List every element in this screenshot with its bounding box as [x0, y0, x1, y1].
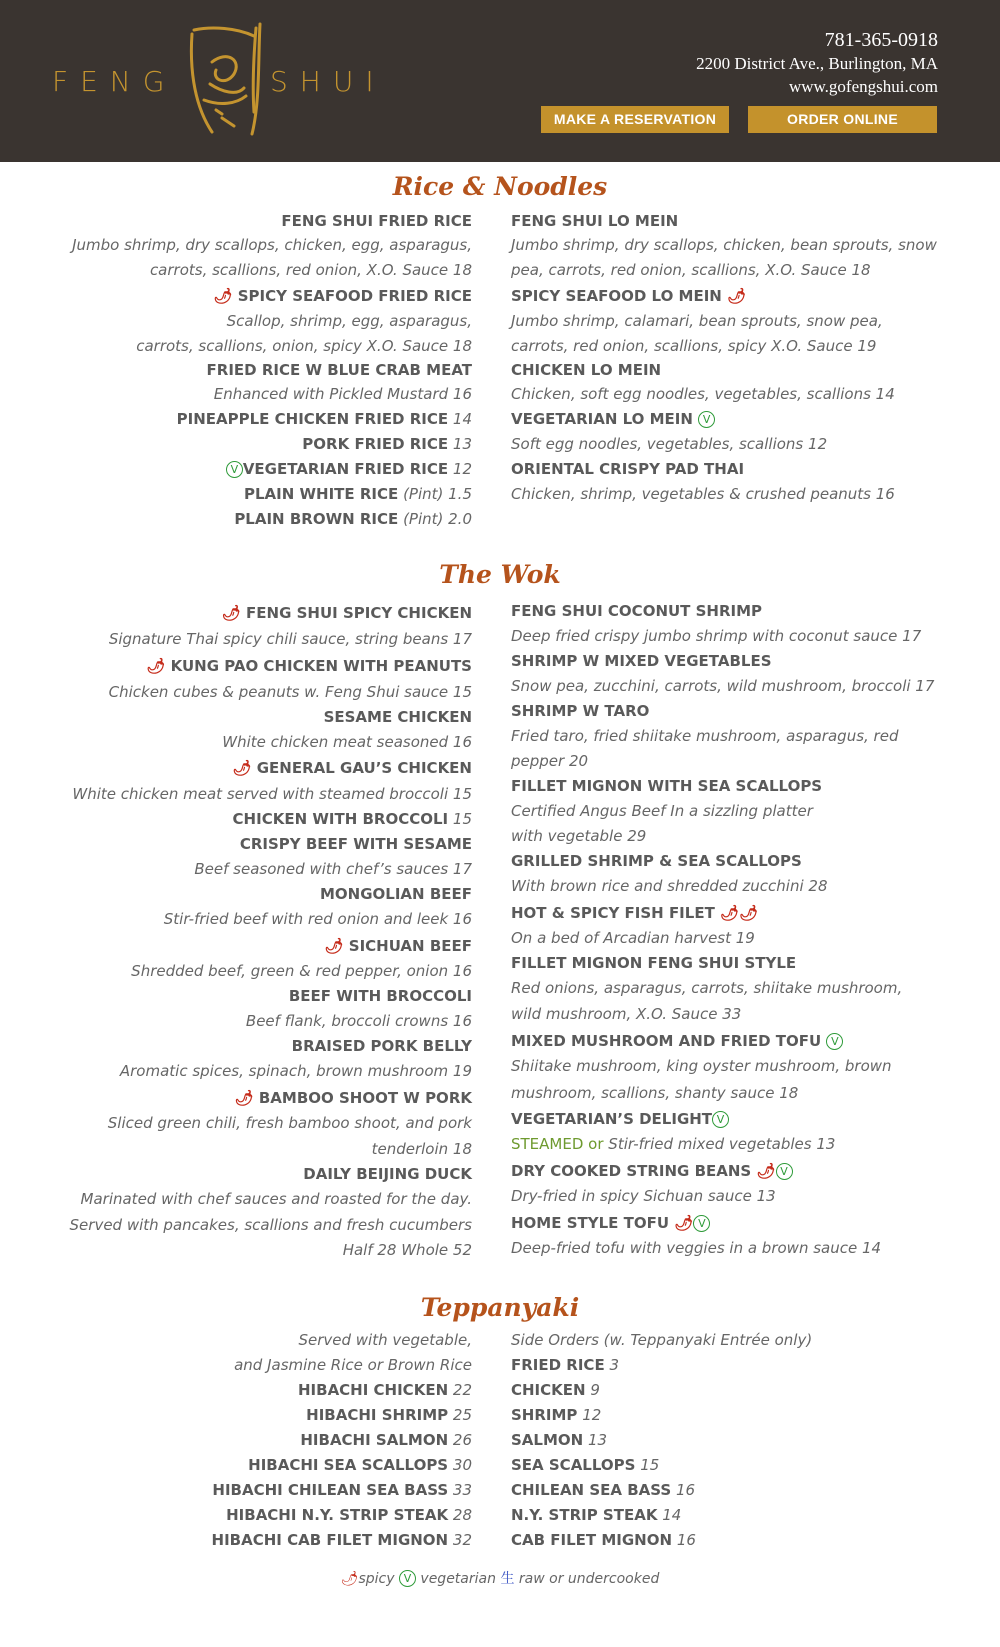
- raw-char-icon: 生: [500, 1571, 515, 1587]
- website-link[interactable]: www.gofengshui.com: [788, 77, 938, 96]
- menu-item: [511, 1381, 951, 1406]
- menu-item-desc: Shiitake mushroom, king oyster mushroom, brown: [511, 1057, 892, 1075]
- menu-item-name: CHILEAN SEA BASS: [511, 1481, 672, 1499]
- section-title-teppanyaki: Teppanyaki: [420, 1293, 580, 1322]
- menu-item: [511, 287, 951, 312]
- chili-pepper-icon: 🌶: [232, 759, 252, 777]
- menu-item-price: 22: [452, 1381, 472, 1399]
- menu-item: [511, 1406, 951, 1431]
- menu-item-name: HOT & SPICY FISH FILET: [511, 904, 715, 922]
- menu-item-name: N.Y. STRIP STEAK: [511, 1506, 658, 1524]
- menu-item-name: SESAME CHICKEN: [323, 708, 472, 726]
- menu-item: [60, 657, 472, 683]
- menu-item-price: (Pint) 1.5: [403, 485, 472, 503]
- vegetarian-v-icon: V: [399, 1570, 416, 1587]
- menu-item-price: 9: [590, 1381, 600, 1399]
- menu-item: [511, 1431, 951, 1456]
- menu-item-desc: Deep-fried tofu with veggies in a brown sauce 14: [511, 1239, 882, 1257]
- feng-shui-logo[interactable]: [52, 22, 397, 142]
- chili-pepper-icon: 🌶: [234, 1089, 254, 1107]
- menu-item-name: HIBACHI N.Y. STRIP STEAK: [226, 1506, 449, 1524]
- menu-item: [60, 937, 472, 962]
- menu-item: [511, 1356, 951, 1381]
- vegetarian-v-icon: V: [776, 1163, 793, 1180]
- menu-item-name: CHICKEN LO MEIN: [511, 361, 662, 379]
- section-title-rice-noodles: Rice & Noodles: [392, 172, 608, 201]
- menu-item: [60, 1089, 472, 1114]
- legend: [0, 1568, 1000, 1588]
- menu-item-name: FILLET MIGNON WITH SEA SCALLOPS: [511, 777, 823, 795]
- menu-item-name: CHICKEN: [511, 1381, 586, 1399]
- menu-item-name: VEGETARIAN LO MEIN: [511, 410, 693, 428]
- menu-item-desc: [511, 1135, 951, 1162]
- menu-item: [511, 1214, 951, 1239]
- menu-item-price: 32: [452, 1531, 472, 1549]
- menu-item-price: 25: [452, 1406, 472, 1424]
- menu-item: [60, 1531, 472, 1556]
- menu-item: [60, 1431, 472, 1456]
- menu-item: [511, 1506, 951, 1531]
- menu-item-name: HIBACHI CAB FILET MIGNON: [211, 1531, 449, 1549]
- menu-item-price: 14: [452, 410, 472, 428]
- menu-item: [511, 904, 951, 929]
- menu-item-desc: Marinated with chef sauces and roasted for the day.: [80, 1190, 472, 1208]
- menu-item-desc: carrots, scallions, red onion, X.O. Sauce 18: [149, 261, 472, 279]
- vegetarian-v-icon: V: [698, 411, 715, 428]
- menu-item-name: CHICKEN WITH BROCCOLI: [232, 810, 449, 828]
- menu-item-name: FRIED RICE: [511, 1356, 605, 1374]
- menu-item-name: VEGETARIAN FRIED RICE: [242, 460, 449, 478]
- menu-item-name: VEGETARIAN’S DELIGHT: [511, 1110, 713, 1128]
- menu-item-desc: pepper 20: [511, 752, 589, 770]
- menu-item-price: 12: [582, 1406, 602, 1424]
- menu-item-desc: On a bed of Arcadian harvest 19: [511, 929, 755, 947]
- menu-item-name: CRISPY BEEF WITH SESAME: [239, 835, 472, 853]
- teppan-left-column: [60, 1331, 472, 1556]
- menu-item-name: HIBACHI CHICKEN: [298, 1381, 449, 1399]
- menu-item: [60, 435, 472, 460]
- menu-item-desc: White chicken meat served with steamed broccoli 15: [72, 785, 472, 803]
- menu-item-price: 16: [675, 1481, 696, 1499]
- menu-item-desc: tenderloin 18: [371, 1140, 472, 1158]
- menu-item-price: 26: [452, 1431, 472, 1449]
- menu-item-name: BRAISED PORK BELLY: [291, 1037, 472, 1055]
- menu-item-desc: Fried taro, fried shiitake mushroom, asparagus, red: [511, 727, 899, 745]
- menu-item-name: SHRIMP W MIXED VEGETABLES: [511, 652, 772, 670]
- menu-item-price: 13: [587, 1431, 608, 1449]
- rice-left-column: [60, 212, 472, 535]
- menu-item-desc: Soft egg noodles, vegetables, scallions 12: [511, 435, 828, 453]
- menu-item-desc: Deep fried crispy jumbo shrimp with coconut sauce 17: [511, 627, 922, 645]
- menu-item-name: ORIENTAL CRISPY PAD THAI: [511, 460, 745, 478]
- menu-item-name: BAMBOO SHOOT W PORK: [258, 1089, 472, 1107]
- menu-item-price: 12: [452, 460, 472, 478]
- header: [0, 0, 1000, 162]
- menu-item: [60, 510, 472, 535]
- menu-item-price: 30: [452, 1456, 472, 1474]
- menu-item-price: 3: [609, 1356, 620, 1374]
- menu-item-desc: Dry-fried in spicy Sichuan sauce 13: [511, 1187, 776, 1205]
- teppan-right-column: [511, 1331, 951, 1556]
- or-label: or: [583, 1135, 609, 1153]
- menu-item-name: KUNG PAO CHICKEN WITH PEANUTS: [170, 657, 472, 675]
- menu-item-name: HIBACHI SALMON: [300, 1431, 449, 1449]
- menu-item-desc: Enhanced with Pickled Mustard 16: [213, 385, 472, 403]
- brand-left-text: FENG: [52, 65, 177, 98]
- phone-number[interactable]: 781-365-0918: [824, 29, 938, 51]
- menu-item-name: HIBACHI CHILEAN SEA BASS: [212, 1481, 449, 1499]
- menu-item: [60, 1456, 472, 1481]
- menu-item: [511, 1110, 951, 1135]
- legend-vegetarian: vegetarian: [420, 1571, 496, 1587]
- chili-pepper-icon: 🌶: [146, 657, 166, 675]
- menu-item-desc: pea, carrots, red onion, scallions, X.O. Sauce 18: [511, 261, 871, 279]
- menu-item-name: SHRIMP: [511, 1406, 578, 1424]
- menu-item-desc: Chicken, soft egg noodles, vegetables, scallions 14: [511, 385, 895, 403]
- menu-item: [60, 410, 472, 435]
- menu-item-name: HOME STYLE TOFU: [511, 1214, 670, 1232]
- menu-item-desc: mushroom, scallions, shanty sauce 18: [511, 1084, 799, 1102]
- chili-pepper-icon: 🌶: [340, 1571, 359, 1587]
- menu-item-name: MONGOLIAN BEEF: [320, 885, 472, 903]
- menu-item-desc: Served with pancakes, scallions and fresh cucumbers: [69, 1216, 472, 1234]
- chili-pepper-icon: 🌶🌶: [720, 904, 759, 922]
- chili-pepper-icon: 🌶: [756, 1162, 776, 1180]
- menu-item: [60, 1506, 472, 1531]
- menu-item-name: GRILLED SHRIMP & SEA SCALLOPS: [511, 852, 802, 870]
- wok-right-column: [511, 602, 951, 1264]
- vegetarian-v-icon: V: [826, 1033, 843, 1050]
- menu-item-desc: carrots, scallions, onion, spicy X.O. Sauce 18: [136, 337, 472, 355]
- section-title-wok: The Wok: [439, 560, 561, 589]
- menu-item-desc: Snow pea, zucchini, carrots, wild mushroom, broccoli 17: [511, 677, 935, 695]
- menu-item-desc: Red onions, asparagus, carrots, shiitake mushroom,: [511, 979, 903, 997]
- menu-item-name: FILLET MIGNON FENG SHUI STYLE: [511, 954, 797, 972]
- menu-item: [60, 485, 472, 510]
- menu-item-price: 28: [452, 1506, 472, 1524]
- menu-item-desc: Jumbo shrimp, calamari, bean sprouts, snow pea,: [511, 312, 883, 330]
- menu-item-name: SHRIMP W TARO: [511, 702, 650, 720]
- menu-item: [60, 759, 472, 785]
- menu-item-desc: with vegetable 29: [511, 827, 647, 845]
- menu-item-name: FENG SHUI FRIED RICE: [281, 212, 472, 230]
- menu-item-name: FENG SHUI COCONUT SHRIMP: [511, 602, 763, 620]
- menu-item-desc: Jumbo shrimp, dry scallops, chicken, bean sprouts, snow: [511, 236, 937, 254]
- menu-item: [60, 1381, 472, 1406]
- menu-item: [60, 604, 472, 630]
- menu-item-name: MIXED MUSHROOM AND FRIED TOFU: [511, 1032, 822, 1050]
- menu-item-name: SPICY SEAFOOD LO MEIN: [511, 287, 722, 305]
- fish-emblem-icon: [182, 22, 277, 140]
- menu-item-price: Half 28 Whole 52: [342, 1241, 472, 1259]
- menu-item-desc: Aromatic spices, spinach, brown mushroom 19: [119, 1062, 472, 1080]
- menu-item-desc-text: Stir-fried mixed vegetables 13: [608, 1135, 836, 1153]
- menu-item-price: 14: [662, 1506, 682, 1524]
- chili-pepper-icon: 🌶: [674, 1214, 694, 1232]
- menu-item: [511, 410, 951, 435]
- brand-right-text: SHUI: [270, 65, 386, 98]
- menu-note: Side Orders (w. Teppanyaki Entrée only): [511, 1331, 813, 1349]
- menu-item: [60, 460, 472, 485]
- menu-item-name: HIBACHI SHRIMP: [306, 1406, 449, 1424]
- menu-item: [60, 1481, 472, 1506]
- steamed-label: STEAMED: [511, 1135, 584, 1153]
- menu-item-name: PLAIN WHITE RICE: [243, 485, 399, 503]
- menu-item-name: SEA SCALLOPS: [511, 1456, 636, 1474]
- menu-item-price: (Pint) 2.0: [403, 510, 472, 528]
- address: 2200 District Ave., Burlington, MA: [696, 54, 938, 73]
- menu-item: [511, 1032, 951, 1057]
- legend-spicy: spicy: [358, 1571, 395, 1587]
- menu-item-name: HIBACHI SEA SCALLOPS: [248, 1456, 449, 1474]
- menu-item-name: DRY COOKED STRING BEANS: [511, 1162, 752, 1180]
- menu-item-price: 15: [452, 810, 472, 828]
- vegetarian-v-icon: V: [226, 461, 243, 478]
- menu-item-name: PINEAPPLE CHICKEN FRIED RICE: [176, 410, 449, 428]
- menu-item-name: CAB FILET MIGNON: [511, 1531, 673, 1549]
- vegetarian-v-icon: V: [712, 1111, 729, 1128]
- vegetarian-v-icon: V: [693, 1215, 710, 1232]
- menu-item-desc: Sliced green chili, fresh bamboo shoot, and pork: [107, 1114, 472, 1132]
- make-reservation-button[interactable]: MAKE A RESERVATION: [541, 106, 729, 133]
- wok-left-column: [60, 604, 472, 1266]
- menu-item-price: 16: [676, 1531, 696, 1549]
- menu-item-price: 15: [640, 1456, 660, 1474]
- menu-item: [511, 1456, 951, 1481]
- menu-item: [511, 1531, 951, 1556]
- menu-note: and Jasmine Rice or Brown Rice: [234, 1356, 472, 1374]
- menu-item-desc: Beef flank, broccoli crowns 16: [245, 1012, 472, 1030]
- menu-item-name: PLAIN BROWN RICE: [234, 510, 399, 528]
- menu-item-desc: Stir-fried beef with red onion and leek 16: [163, 910, 472, 928]
- menu-item-name: FENG SHUI LO MEIN: [511, 212, 679, 230]
- order-online-button[interactable]: ORDER ONLINE: [748, 106, 937, 133]
- menu-item-name: SALMON: [511, 1431, 584, 1449]
- menu-item-desc: Certified Angus Beef In a sizzling platter: [511, 802, 813, 820]
- menu-item-desc: Beef seasoned with chef’s sauces 17: [194, 860, 472, 878]
- menu-item-desc: carrots, red onion, scallions, spicy X.O. Sauce 19: [511, 337, 877, 355]
- menu-item: [511, 1162, 951, 1187]
- menu-item-desc: Shredded beef, green & red pepper, onion 16: [131, 962, 472, 980]
- menu-item-price: 13: [452, 435, 472, 453]
- rice-right-column: [511, 212, 951, 510]
- contact-block: [696, 28, 938, 98]
- menu-item-desc: White chicken meat seasoned 16: [222, 733, 472, 751]
- menu-item-desc: With brown rice and shredded zucchini 28: [511, 877, 828, 895]
- menu-item-name: DAILY BEIJING DUCK: [303, 1165, 472, 1183]
- legend-raw: raw or undercooked: [518, 1571, 660, 1587]
- menu-item-name: SPICY SEAFOOD FRIED RICE: [237, 287, 472, 305]
- menu-note: Served with vegetable,: [298, 1331, 472, 1349]
- menu-item-name: PORK FRIED RICE: [302, 435, 449, 453]
- menu-item-desc: Signature Thai spicy chili sauce, string beans 17: [108, 630, 472, 648]
- chili-pepper-icon: 🌶: [221, 604, 241, 622]
- menu-item: [511, 1481, 951, 1506]
- menu-item-name: BEEF WITH BROCCOLI: [288, 987, 472, 1005]
- menu-item: [60, 287, 472, 312]
- menu-item-name: SICHUAN BEEF: [348, 937, 472, 955]
- chili-pepper-icon: 🌶: [324, 937, 344, 955]
- menu-item-name: GENERAL GAU’S CHICKEN: [256, 759, 472, 777]
- menu-item-price: 33: [452, 1481, 472, 1499]
- menu-item: [60, 810, 472, 835]
- menu-item-desc: Jumbo shrimp, dry scallops, chicken, egg, asparagus,: [72, 236, 472, 254]
- chili-pepper-icon: 🌶: [727, 287, 747, 305]
- chili-pepper-icon: 🌶: [213, 287, 233, 305]
- menu-item-desc: Chicken, shrimp, vegetables & crushed peanuts 16: [511, 485, 895, 503]
- menu-item: [60, 1406, 472, 1431]
- menu-item-name: FRIED RICE W BLUE CRAB MEAT: [206, 361, 472, 379]
- menu-item-desc: Scallop, shrimp, egg, asparagus,: [226, 312, 472, 330]
- menu-item-desc: Chicken cubes & peanuts w. Feng Shui sauce 15: [108, 683, 472, 701]
- menu-item-name: FENG SHUI SPICY CHICKEN: [246, 604, 472, 622]
- menu-item-desc: wild mushroom, X.O. Sauce 33: [511, 1005, 742, 1023]
